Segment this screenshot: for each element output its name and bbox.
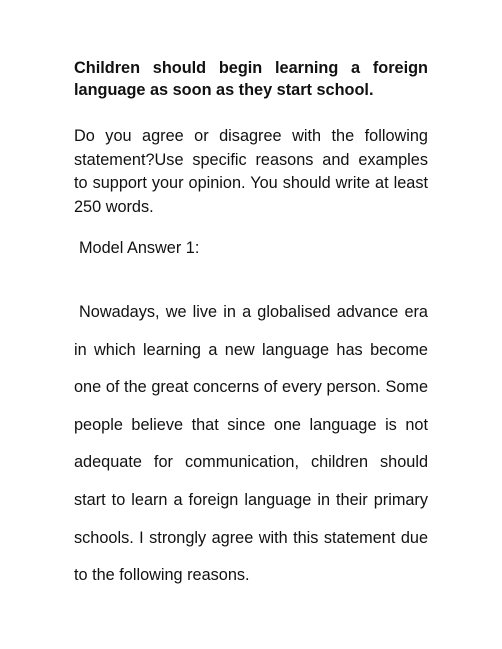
essay-prompt: Do you agree or disagree with the following statement?Use specific reasons and examples to support your opinion. You should write at least 250 words.	[74, 127, 428, 216]
model-answer-paragraph: Nowadays, we live in a globalised advance era in which learning a new language has become one of the great concerns of every person. Some people believe that since one language is not adequate for communication, children should start to learn a foreign language in their primary schools. I strongly agree with this statement due to the following reasons.	[74, 303, 428, 585]
model-answer-label: Model Answer 1:	[79, 239, 200, 257]
essay-title: Children should begin learning a foreign language as soon as they start school.	[74, 59, 428, 99]
